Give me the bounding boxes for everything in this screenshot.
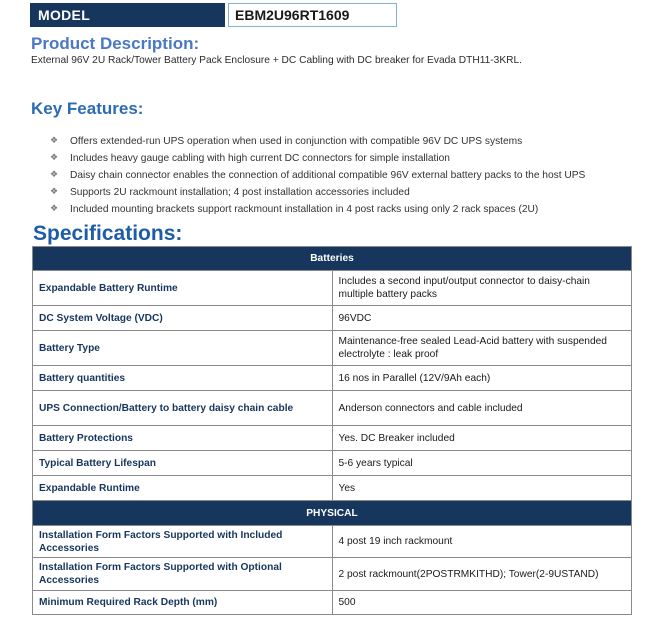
table-row — [33, 451, 632, 476]
spec-key: Expandable Runtime — [33, 476, 333, 501]
spec-key: Battery Protections — [33, 426, 333, 451]
spec-key: Minimum Required Rack Depth (mm) — [33, 591, 333, 615]
section-title-batteries: Batteries — [33, 247, 632, 271]
feature-text: Offers extended-run UPS operation when used in conjunction with compatible 96V DC UPS systems — [70, 136, 523, 147]
product-description-heading: Product Description: — [31, 34, 200, 53]
diamond-bullet-icon: ❖ — [50, 186, 59, 196]
spec-key: Battery quantities — [33, 366, 333, 391]
table-row — [33, 331, 632, 366]
table-row — [33, 526, 632, 558]
table-row — [33, 476, 632, 501]
spec-value: Maintenance-free sealed Lead-Acid battery with suspended electrolyte : leak proof — [332, 331, 632, 366]
key-features-heading: Key Features: — [31, 99, 144, 118]
model-value: EBM2U96RT1609 — [235, 7, 350, 23]
spec-value: Includes a second input/output connector to daisy-chain multiple battery packs — [332, 271, 632, 306]
feature-text: Includes heavy gauge cabling with high current DC connectors for simple installation — [70, 153, 450, 164]
spec-value: Yes. DC Breaker included — [332, 426, 632, 451]
diamond-bullet-icon: ❖ — [50, 135, 59, 145]
product-description-text: External 96V 2U Rack/Tower Battery Pack Enclosure + DC Cabling with DC breaker for Evada DTH11-3KRL. — [31, 55, 522, 66]
spec-value: 4 post 19 inch rackmount — [332, 526, 632, 558]
spec-key: Expandable Battery Runtime — [33, 271, 333, 306]
spec-value: 96VDC — [332, 306, 632, 331]
table-row — [33, 558, 632, 591]
diamond-bullet-icon: ❖ — [50, 152, 59, 162]
spec-value: 2 post rackmount(2POSTRMKITHD); Tower(2-9USTAND) — [332, 558, 632, 591]
spec-value: 5-6 years typical — [332, 451, 632, 476]
feature-text: Daisy chain connector enables the connection of additional compatible 96V external battery packs to the host UPS — [70, 170, 586, 181]
spec-key: DC System Voltage (VDC) — [33, 306, 333, 331]
table-row — [33, 366, 632, 391]
specifications-table — [32, 246, 632, 615]
table-row — [33, 591, 632, 615]
specifications-heading: Specifications: — [33, 222, 183, 245]
table-row — [33, 391, 632, 426]
spec-key: Typical Battery Lifespan — [33, 451, 333, 476]
section-header-row — [33, 247, 632, 271]
section-header-row — [33, 501, 632, 526]
spec-key: Installation Form Factors Supported with Optional Accessories — [33, 558, 333, 591]
diamond-bullet-icon: ❖ — [50, 169, 59, 179]
spec-key: Installation Form Factors Supported with Included Accessories — [33, 526, 333, 558]
spec-value: 16 nos in Parallel (12V/9Ah each) — [332, 366, 632, 391]
spec-value: Anderson connectors and cable included — [332, 391, 632, 426]
spec-key: Battery Type — [33, 331, 333, 366]
table-row — [33, 271, 632, 306]
spec-value: 500 — [332, 591, 632, 615]
table-row — [33, 306, 632, 331]
spec-key: UPS Connection/Battery to battery daisy chain cable — [33, 391, 333, 426]
spec-value: Yes — [332, 476, 632, 501]
table-row — [33, 426, 632, 451]
model-label-bar — [30, 3, 225, 27]
section-title-physical: PHYSICAL — [33, 501, 632, 526]
feature-text: Supports 2U rackmount installation; 4 post installation accessories included — [70, 187, 410, 198]
diamond-bullet-icon: ❖ — [50, 203, 59, 213]
model-value-box — [228, 3, 397, 27]
model-label: MODEL — [38, 7, 91, 23]
feature-text: Included mounting brackets support rackmount installation in 4 post racks using only 2 rack spaces (2U) — [70, 204, 539, 215]
